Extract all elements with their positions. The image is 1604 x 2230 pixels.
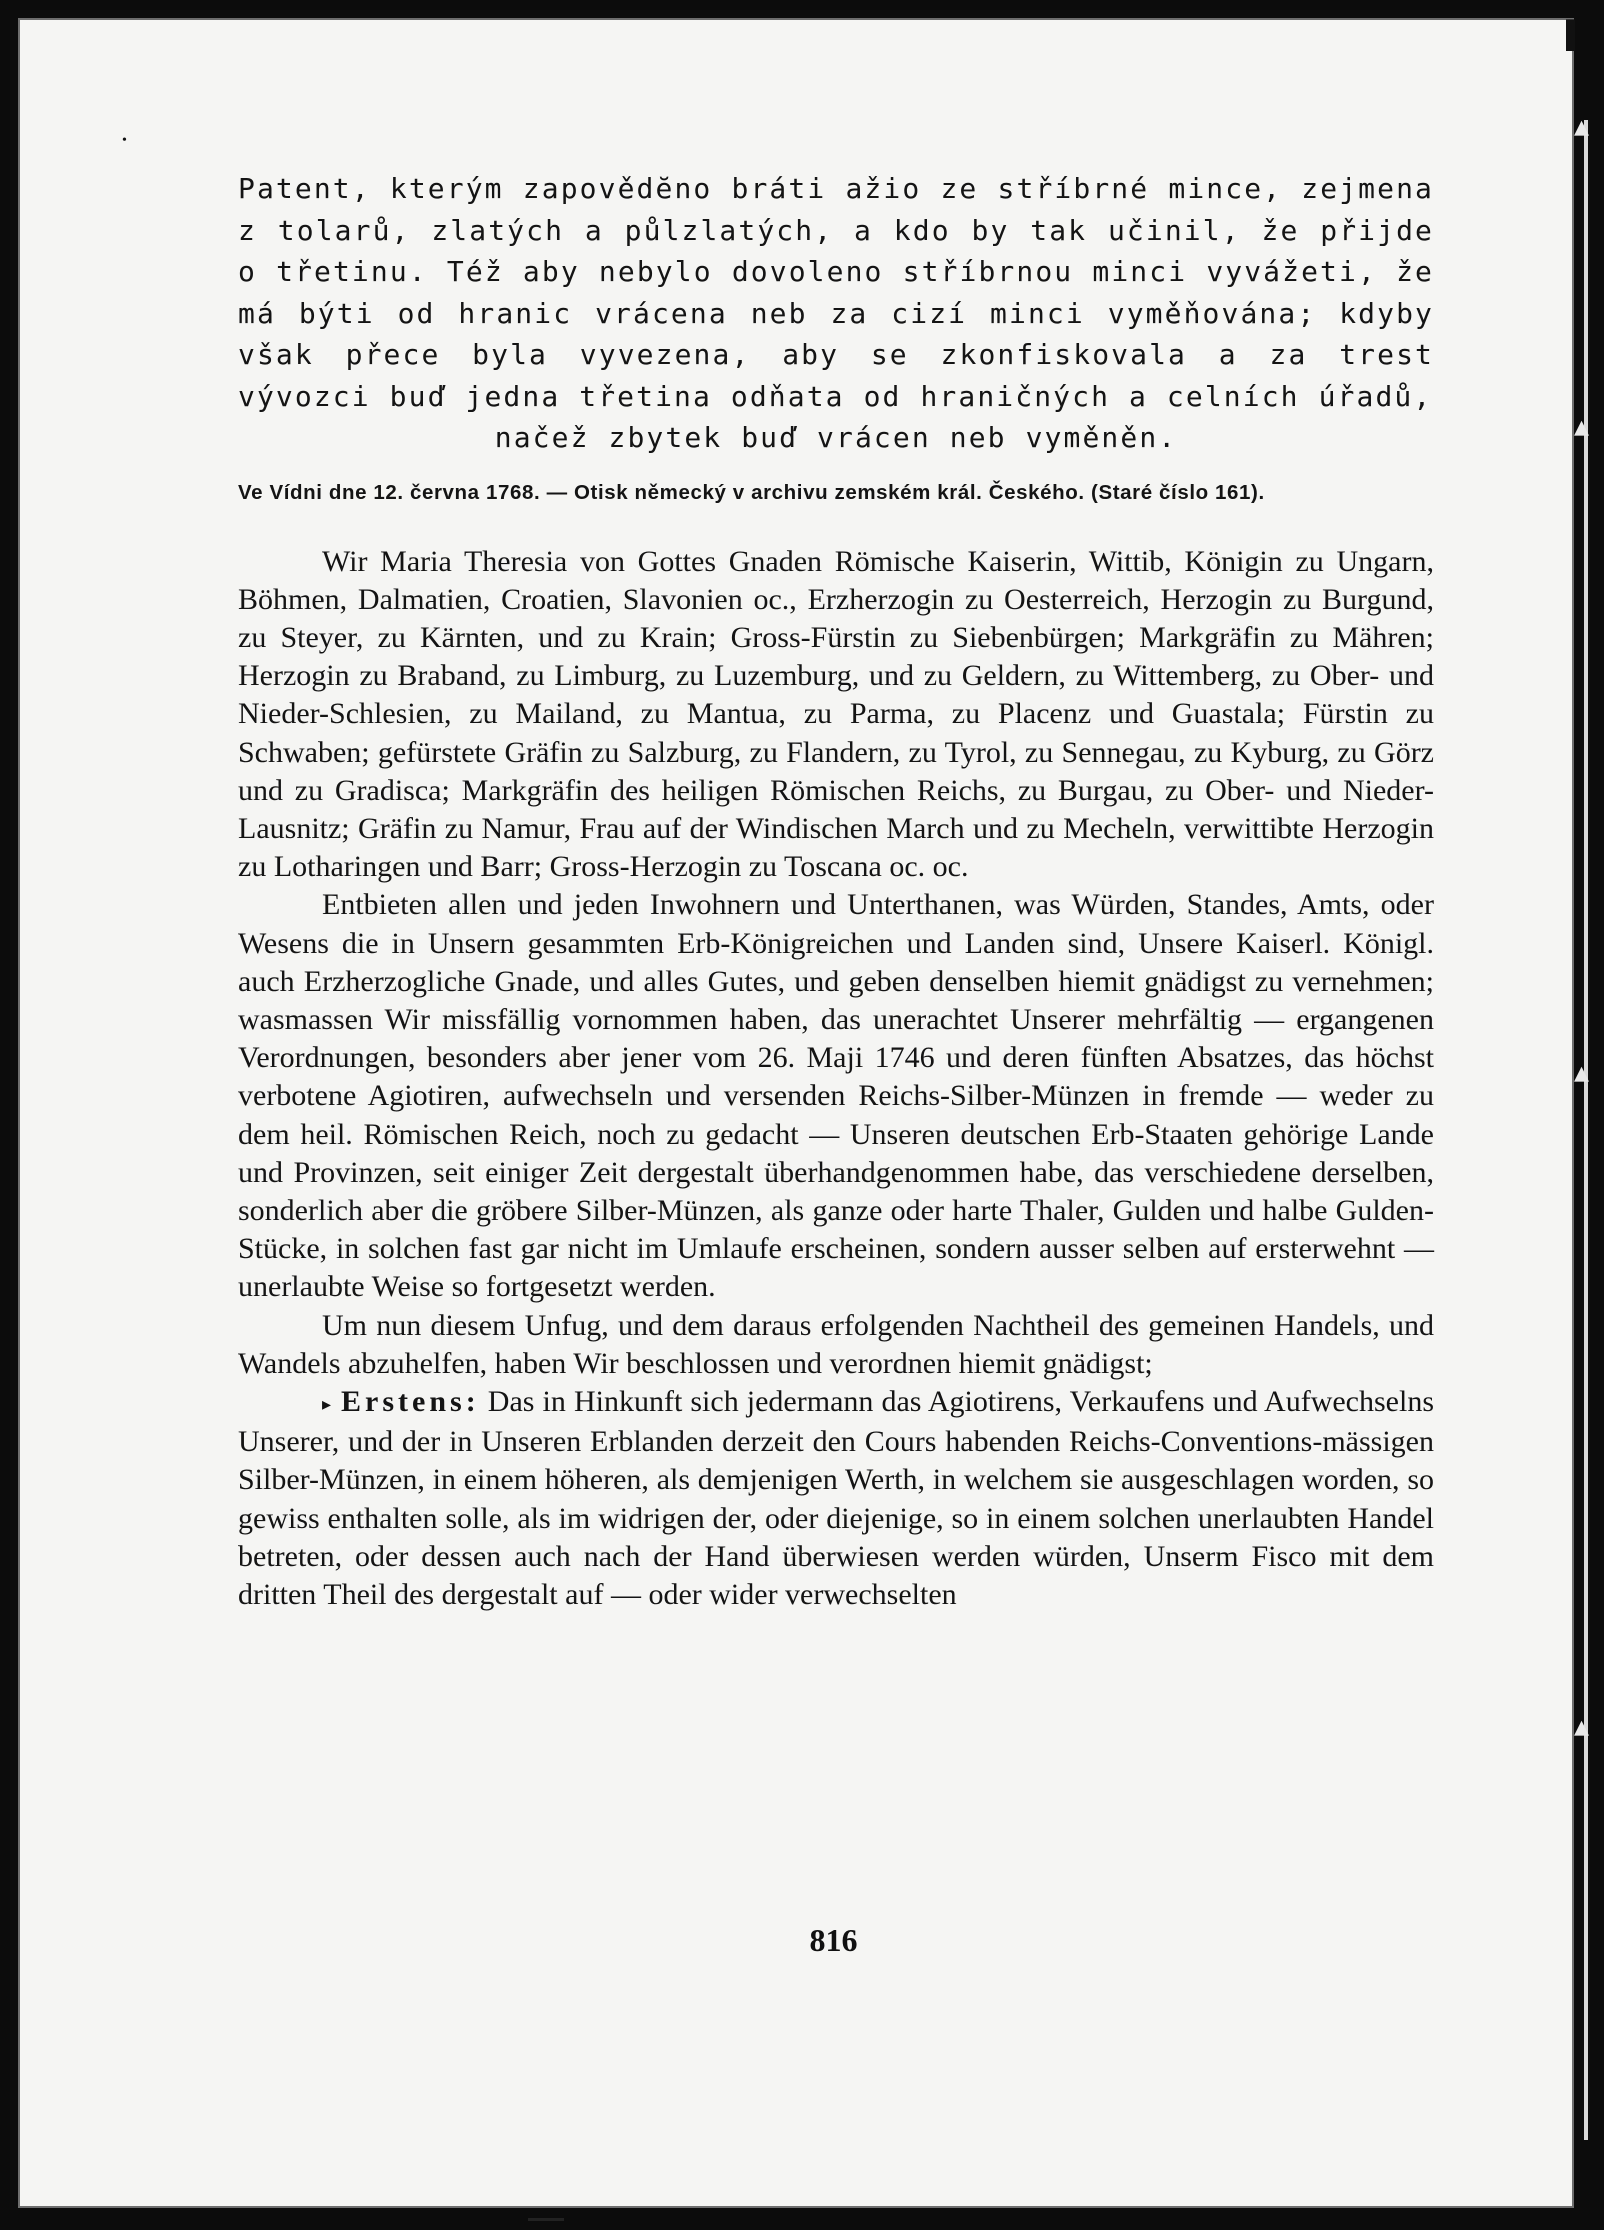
paragraph-dispositio: Um nun diesem Unfug, und dem daraus erfolgenden Nachtheil des gemeinen Handels, und Wandels abzuhelfen, haben Wir beschlossen und verordnen hiemit gnädigst; — [238, 1308, 1434, 1380]
scan-corner-mark: ▌ — [1566, 20, 1585, 49]
scan-speck: • — [122, 133, 127, 148]
erstens-text: Das in Hinkunft sich jedermann das Agiotirens, Verkaufens und Aufwechselns Unserer, und der in Unseren Erblanden derzeit den Cours habenden Reichs-Conventions-mässigen Silber-Münzen, in einem höheren, als demjenigen Werth, in welchem sie ausgeschlagen worden, so gewiss enthalten solle, als im widrigen der, oder diejenige, so in einem solchen unerlaubten Handel betreten, oder dessen auch nach der Hand überwiesen werden würden, Unserm Fisco mit dem dritten Theil des dergestalt auf — oder wider verwechselten — [238, 1384, 1434, 1611]
scan-edge-arrow-icon: ▴ — [1574, 110, 1590, 143]
page-number: 816 — [809, 1922, 858, 1958]
erstens-label: Erstens: — [341, 1384, 480, 1418]
document-body — [238, 543, 1434, 1615]
paragraph-erstens — [238, 1383, 1434, 1614]
bullet-icon: ▸ — [322, 1393, 332, 1414]
source-line: Ve Vídni dne 12. června 1768. — Otisk německý v archivu zemském král. Českého. (Staré číslo 161). — [238, 480, 1265, 504]
scan-edge-arrow-icon: ▴ — [1574, 1710, 1590, 1743]
scan-edge-arrow-icon: ▴ — [1574, 1056, 1590, 1089]
regest-text: Patent, kterým zapovědĕno bráti ažio ze stříbrné mince, zejmena z tolarů, zlatých a půlzlatých, a kdo by tak učinil, že přijde o třetinu. Též aby nebylo dovoleno stříbrnou minci vyvážeti, že má býti od hranic vrácena neb za cizí minci vyměňována; kdyby však přece byla vyvezena, aby se zkonfiskovala a za trest vývozci buď jedna třetina odňata od hraničných a celních úřadů, — [238, 172, 1434, 413]
paragraph-intitulatio: Wir Maria Theresia von Gottes Gnaden Römische Kaiserin, Wittib, Königin zu Ungarn, Böhmen, Dalmatien, Croatien, Slavonien oc., Erzherzogin zu Oesterreich, Herzogin zu Burgund, zu Steyer, zu Kärnten, und zu Krain; Gross-Fürstin zu Siebenbürgen; Markgräfin zu Mähren; Herzogin zu Braband, zu Limburg, zu Luzemburg, und zu Geldern, zu Wittemberg, zu Ober- und Nieder-Schlesien, zu Mailand, zu Mantua, zu Parma, zu Placenz und Guastala; Fürstin zu Schwaben; gefürstete Gräfin zu Salzburg, zu Flandern, zu Tyrol, zu Sennegau, zu Kyburg, zu Görz und zu Gradisca; Markgräfin des heiligen Römischen Reichs, zu Burgau, zu Ober- und Nieder-Lausnitz; Gräfin zu Namur, Frau auf der Windischen March und zu Mecheln, verwittibte Herzogin zu Lotharingen und Barr; Gross-Herzogin zu Toscana oc. oc. — [238, 544, 1434, 884]
regest-last-line: načež zbytek buď vrácen neb vyměněn. — [494, 421, 1178, 454]
scan-bottom-mark — [528, 2218, 564, 2221]
scan-edge-arrow-icon: ▴ — [1574, 410, 1590, 443]
paragraph-promulgatio: Entbieten allen und jeden Inwohnern und Unterthanen, was Würden, Standes, Amts, oder Wesens die in Unsern gesammten Erb-Königreichen und Landen sind, Unsere Kaiserl. Königl. auch Erzherzogliche Gnade, und alles Gutes, und geben denselben hiemit gnädigst zu vernehmen; wasmassen Wir missfällig vornommen haben, das unerachtet Unserer mehrfältig — ergangenen Verordnungen, besonders aber jener vom 26. Maji 1746 und deren fünften Absatzes, das höchst verbotene Agiotiren, aufwechseln und versenden Reichs-Silber-Münzen in fremde — weder zu dem heil. Römischen Reich, noch zu gedacht — Unseren deutschen Erb-Staaten gehörige Lande und Provinzen, seit einiger Zeit dergestalt überhandgenommen habe, das verschiedene derselben, sonderlich aber die gröbere Silber-Münzen, als ganze oder harte Thaler, Gulden und halbe Gulden-Stücke, in solchen fast gar nicht im Umlaufe erscheinen, sondern ausser selben auf ersterwehnt — unerlaubte Weise so fortgesetzt werden. — [238, 888, 1434, 1304]
page-content — [238, 168, 1434, 1614]
